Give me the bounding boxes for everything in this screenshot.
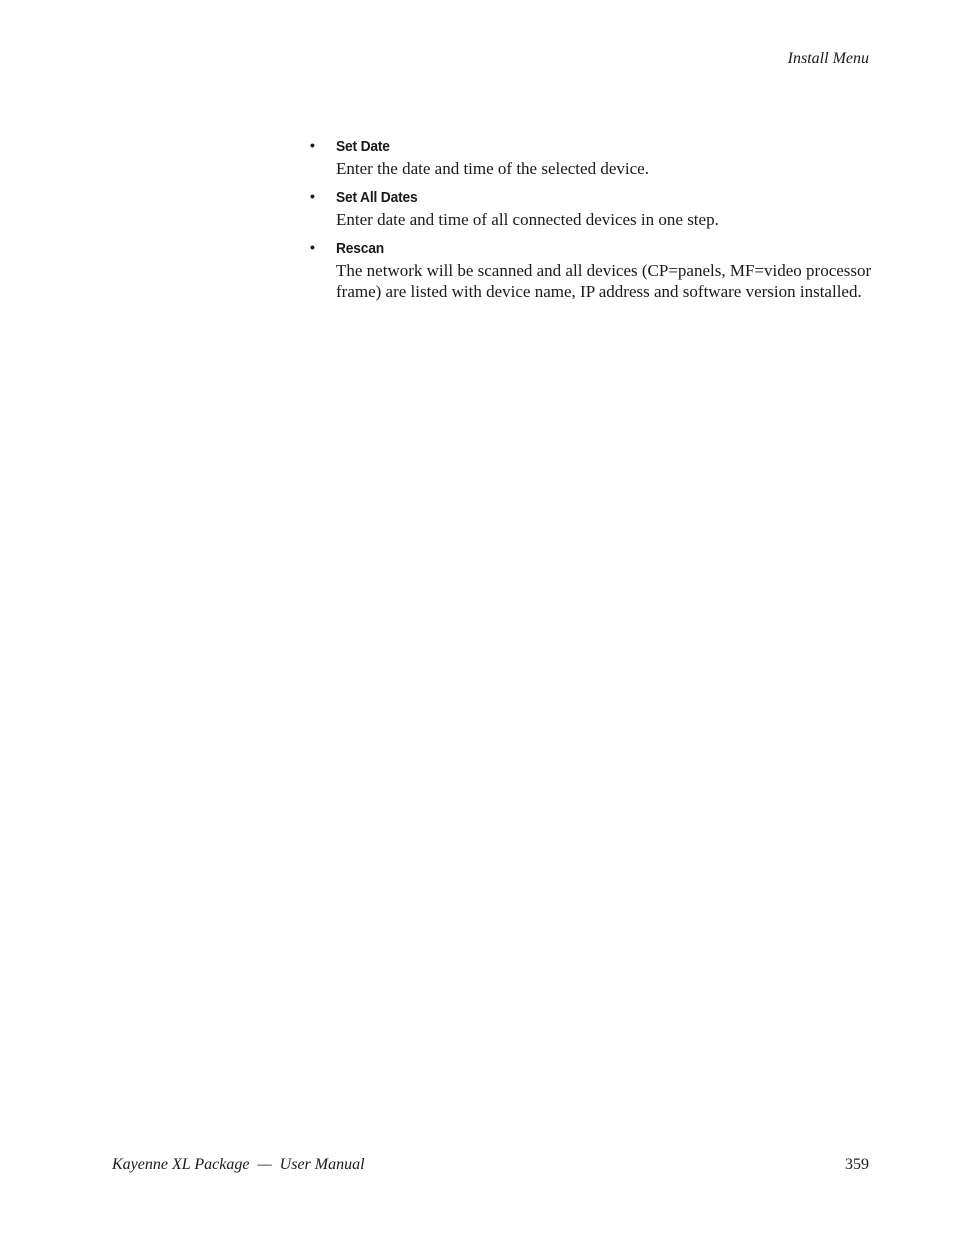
footer-manual: User Manual — [279, 1156, 365, 1173]
item-title: Rescan — [336, 240, 384, 257]
running-header: Install Menu — [787, 50, 869, 67]
bullet-icon: • — [310, 137, 315, 153]
footer-product: Kayenne XL Package — [112, 1156, 250, 1173]
page-footer — [112, 1156, 869, 1174]
item-title: Set Date — [336, 138, 390, 155]
list-item-set-date — [306, 136, 876, 179]
footer-separator: — — [257, 1156, 272, 1173]
page-number: 359 — [845, 1156, 869, 1173]
bullet-icon: • — [310, 239, 315, 255]
footer-title — [112, 1156, 365, 1174]
item-description: Enter date and time of all connected devices in one step. — [336, 210, 719, 229]
item-description: The network will be scanned and all devices (CP=panels, MF=video processor frame) are listed with device name, IP address and software version installed. — [336, 261, 872, 301]
option-list — [306, 136, 876, 310]
item-title: Set All Dates — [336, 189, 418, 206]
item-description: Enter the date and time of the selected device. — [336, 159, 649, 178]
list-item-rescan — [306, 238, 876, 302]
bullet-icon: • — [310, 188, 315, 204]
list-item-set-all-dates — [306, 187, 876, 230]
